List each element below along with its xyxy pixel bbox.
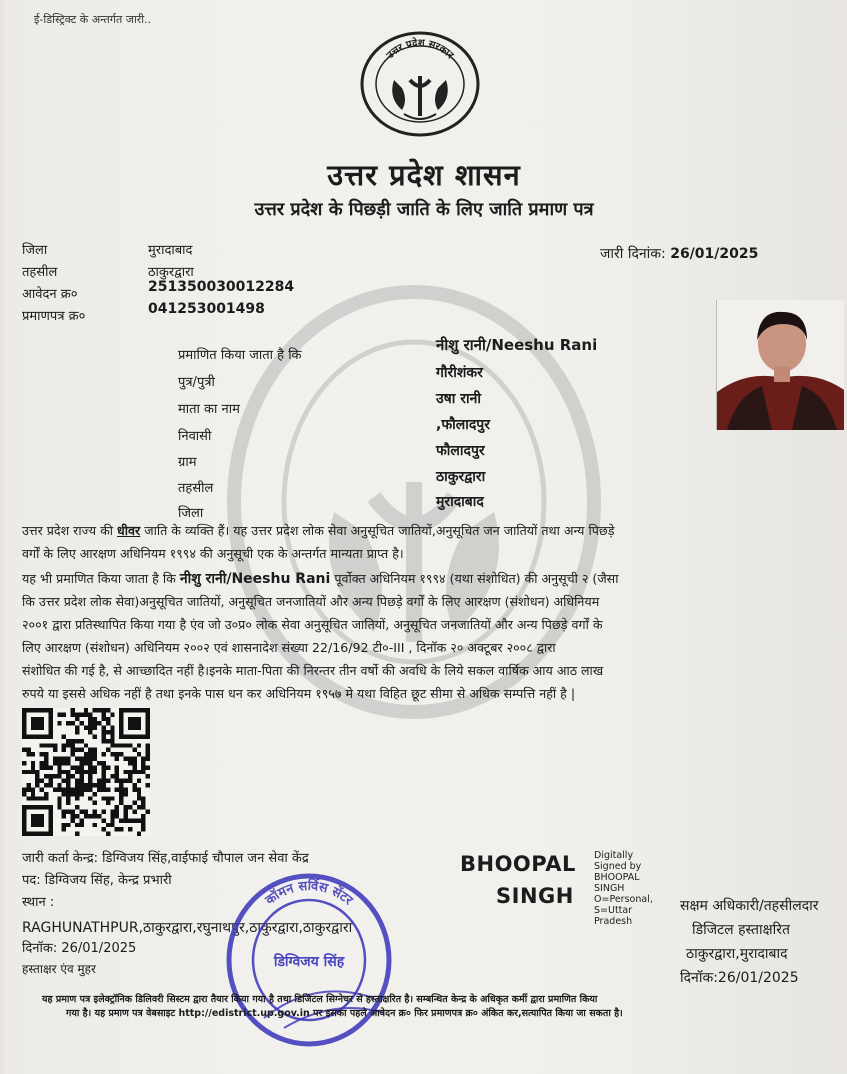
- sig-detail-line: O=Personal,: [594, 894, 653, 905]
- issuer-sign-seal: हस्ताक्षर एंव मुहर: [22, 962, 96, 976]
- issue-date-label: जारी दिनांक:: [600, 246, 666, 262]
- field-value-name: नीशु रानी/Neeshu Rani: [436, 336, 598, 354]
- meta-label-district: जिला: [22, 243, 48, 258]
- body-applicant-name: नीशु रानी/Neeshu Rani: [179, 571, 331, 587]
- body-para-2-line-5: संशोधित की गई है, से आच्छादित नहीं है।इनके माता-पिता की निरन्तर तीन वर्षो की अवधि के लिये सकल वार्षिक आय आठ लाख: [22, 663, 604, 678]
- meta-label-application-no: आवेदन क्र०: [22, 287, 78, 302]
- stamp-center-text: डिग्विजय सिंह: [273, 954, 345, 970]
- authority-date: दिनॉक:26/01/2025: [680, 970, 799, 986]
- field-value-district: मुरादाबाद: [436, 494, 484, 510]
- field-label-tehsil: तहसील: [178, 481, 214, 496]
- authority-title: सक्षम अधिकारी/तहसीलदार: [680, 898, 819, 914]
- e-district-note: ई-डिस्ट्रिक्ट के अन्तर्गत जारी..: [34, 13, 152, 26]
- body-para-2-line-4: लिए आरक्षण (संशोधन) अधिनियम २००२ एवं शासनादेश संख्या 22/16/92 टी०-III , दिनॉक २० अक्टूबर २००८ द्वारा: [22, 640, 556, 655]
- issuer-date: दिनॉक: 26/01/2025: [22, 941, 137, 956]
- stamp-ring-text: कॉमन सर्विस सेंटर: [263, 878, 356, 909]
- footer-line-2: गया है। यह प्रमाण पत्र वेबसाइट http://edistrict.up.gov.in पर इसका पहले आवेदन क्र० फिर प्रमाणपत्र क्र० अंकित कर,सत्यापित किया जा सकता है।: [66, 1008, 623, 1019]
- field-label-son-daughter: पुत्र/पुत्री: [178, 375, 215, 390]
- issue-date-value: 26/01/2025: [670, 246, 759, 262]
- applicant-photo: [716, 300, 844, 430]
- sig-detail-line: BHOOPAL: [594, 872, 640, 883]
- field-value-tehsil: ठाकुरद्वारा: [436, 469, 486, 485]
- sig-detail-line: Pradesh: [594, 916, 633, 927]
- sig-name-last: SINGH: [496, 884, 574, 908]
- issue-date: [600, 244, 758, 263]
- meta-value-certificate-no: 041253001498: [148, 301, 265, 317]
- caste-name: धीवर: [117, 523, 141, 538]
- up-govt-emblem-icon: [358, 30, 482, 138]
- body-text: उत्तर प्रदेश राज्य की: [22, 523, 118, 538]
- meta-value-application-no: 251350030012284: [148, 279, 295, 295]
- certificate-page: [4, 0, 844, 1074]
- sig-detail-line: Signed by: [594, 861, 642, 872]
- qr-code-icon[interactable]: [22, 708, 150, 836]
- body-para-2-line-2: कि उत्तर प्रदेश लोक सेवा)अनुसूचित जातियों, अनुसूचित जनजातियों और अन्य पिछड़े वर्गों के लिए आरक्षण (संशोधन) अधिनियम: [22, 594, 600, 609]
- authority-digital: डिजिटल हस्ताक्षरित: [692, 922, 790, 938]
- sig-detail-line: S=Uttar: [594, 905, 633, 916]
- field-label-village: ग्राम: [178, 455, 197, 470]
- field-value-village: फौलादपुर: [436, 443, 485, 459]
- footer-line-1: यह प्रमाण पत्र इलेक्ट्रॉनिक डिलिवरी सिस्टम द्वारा तैयार किया गया है तथा डिजिटल सिग्नेचर से हस्ताक्षरित है। सम्बन्धित केन्द्र के अधिकृत कर्मी द्वारा प्रमाणित किया: [42, 994, 598, 1005]
- issuer-place: RAGHUNATHPUR,ठाकुरद्वारा,रघुनाथपुर,ठाकुरद्वारा,ठाकुरद्वारा: [22, 920, 353, 936]
- meta-label-certificate-no: प्रमाणपत्र क्र०: [22, 309, 86, 324]
- sig-name-first: BHOOPAL: [460, 852, 576, 876]
- body-para-2-line-3: २००१ द्वारा प्रतिस्थापित किया गया है एंव जो उ०प्र० लोक सेवा अनुसूचित जातियों, अनुसूचित जनजातियों और अन्य पिछड़े वर्गों के: [22, 617, 603, 632]
- field-value-resident: ,फौलादपुर: [436, 417, 490, 433]
- meta-value-tehsil: ठाकुरद्वारा: [148, 265, 194, 280]
- field-label-certified: प्रमाणित किया जाता है कि: [178, 348, 302, 363]
- digital-sig-details: [594, 850, 653, 927]
- body-para-1-line-2: वर्गों के लिए आरक्षण अधिनियम १९९४ की अनुसूची एक के अन्तर्गत मान्यता प्राप्त है।: [22, 546, 404, 561]
- field-label-district: जिला: [178, 506, 204, 521]
- body-text: यह भी प्रमाणित किया जाता है कि: [22, 571, 180, 586]
- svg-text:उत्तर प्रदेश सरकार: [384, 36, 456, 62]
- body-para-2-line-6: रुपये या इससे अधिक नहीं है तथा इनके पास धन कर अधिनियम १९५७ मे यथा विहित छूट सीमा से अधिक सम्पत्ति नहीं है |: [22, 686, 576, 701]
- body-text: पूर्वोक्त अधिनियम १९९४ (यथा संशोधित) की अनुसूची २ (जैसा: [330, 571, 619, 586]
- sig-detail-line: SINGH: [594, 883, 625, 894]
- body-text: जाति के व्यक्ति हैं। यह उत्तर प्रदेश लोक सेवा अनुसूचित जातियों,अनुसूचित जन जातियों तथा अन्य पिछड़े: [140, 523, 615, 538]
- issuer-place-label: स्थान :: [22, 895, 55, 910]
- field-label-mother: माता का नाम: [178, 402, 240, 417]
- person-photo-icon: [717, 300, 844, 430]
- issuer-post: पद: डिग्विजय सिंह, केन्द्र प्रभारी: [22, 873, 172, 888]
- field-label-resident: निवासी: [178, 429, 212, 444]
- sig-detail-line: Digitally: [594, 850, 634, 861]
- field-value-mother: उषा रानी: [436, 391, 482, 407]
- meta-value-district: मुरादाबाद: [148, 243, 193, 258]
- body-para-2-line-1: [22, 567, 844, 591]
- body-para-1-line-1: [22, 519, 844, 542]
- govt-title: उत्तर प्रदेश शासन: [327, 158, 521, 192]
- certificate-title: उत्तर प्रदेश के पिछड़ी जाति के लिए जाति प्रमाण पत्र: [254, 199, 594, 220]
- csc-seal-stamp-icon: [224, 868, 394, 1048]
- meta-label-tehsil: तहसील: [22, 265, 58, 280]
- emblem-text: उत्तर प्रदेश सरकार: [384, 37, 456, 62]
- field-value-father: गौरीशंकर: [436, 365, 483, 381]
- issuer-center: जारी कर्ता केन्द्र: डिग्विजय सिंह,वाईफाई चौपाल जन सेवा केंद्र: [22, 851, 309, 866]
- authority-place: ठाकुरद्वारा,मुरादाबाद: [686, 946, 788, 962]
